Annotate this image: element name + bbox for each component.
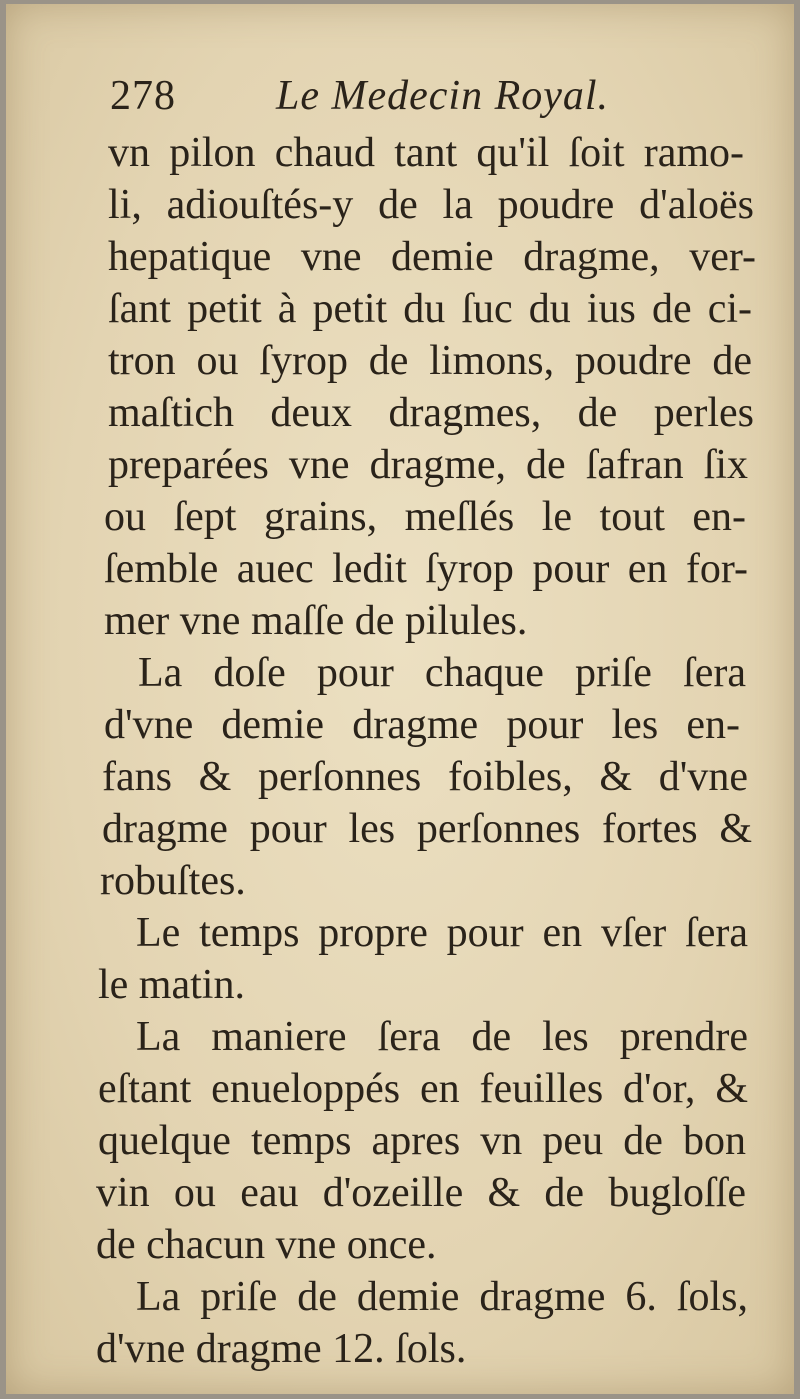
text-line: dragme pour les perſonnes fortes & bbox=[102, 806, 752, 852]
text-line: ſant petit à petit du ſuc du ius de ci- bbox=[108, 286, 752, 332]
text-line: ſemble auec ledit ſyrop pour en for- bbox=[104, 546, 748, 592]
text-line: maſtich deux dragmes, de perles bbox=[108, 390, 754, 436]
text-line: tron ou ſyrop de limons, poudre de bbox=[108, 338, 752, 384]
text-line: d'vne demie dragme pour les en- bbox=[104, 702, 740, 748]
text-line: preparées vne dragme, de ſafran ſix bbox=[108, 442, 748, 488]
text-line: de chacun vne once. bbox=[96, 1222, 437, 1268]
body-text bbox=[6, 4, 794, 1394]
text-line: vn pilon chaud tant qu'il ſoit ramo- bbox=[108, 130, 744, 176]
text-line: La doſe pour chaque priſe ſera bbox=[138, 650, 746, 696]
text-line: La priſe de demie dragme 6. ſols, bbox=[136, 1274, 748, 1320]
text-line: le matin. bbox=[98, 962, 245, 1008]
text-line: ou ſept grains, meſlés le tout en- bbox=[104, 494, 746, 540]
text-line: eſtant enueloppés en feuilles d'or, & bbox=[98, 1066, 748, 1112]
text-line: mer vne maſſe de pilules. bbox=[104, 598, 528, 644]
text-line: fans & perſonnes foibles, & d'vne bbox=[102, 754, 748, 800]
book-page bbox=[6, 4, 794, 1394]
text-line: quelque temps apres vn peu de bon bbox=[98, 1118, 746, 1164]
text-line: vin ou eau d'ozeille & de bugloſſe bbox=[96, 1170, 746, 1216]
text-line: Le temps propre pour en vſer ſera bbox=[136, 910, 748, 956]
text-line: d'vne dragme 12. ſols. bbox=[96, 1326, 467, 1372]
text-line: La maniere ſera de les prendre bbox=[136, 1014, 748, 1060]
text-line: hepatique vne demie dragme, ver- bbox=[108, 234, 756, 280]
running-title: Le Medecin Royal. bbox=[276, 73, 610, 119]
page-number: 278 bbox=[110, 73, 176, 119]
text-line: li, adiouſtés-y de la poudre d'aloës bbox=[108, 182, 754, 228]
text-line: robuſtes. bbox=[100, 858, 246, 904]
